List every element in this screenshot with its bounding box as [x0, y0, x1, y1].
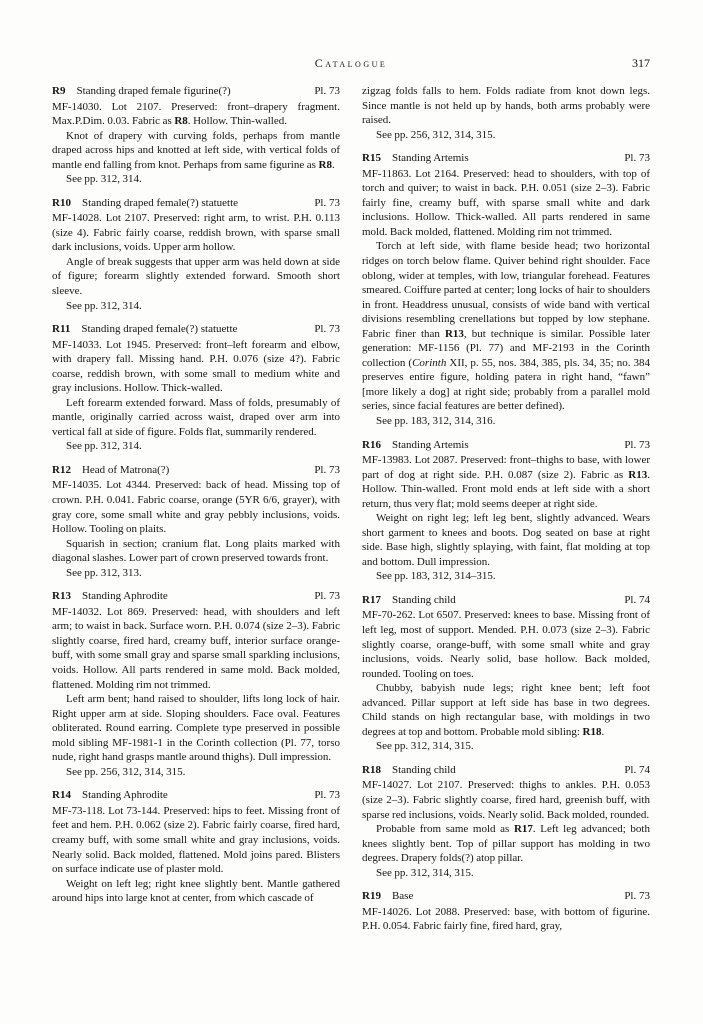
entry-paragraph: MF-13983. Lot 2087. Preserved: front–thighs to base, with lower part of dog at right side. P.H. 0.087 (size 2). Fabric as R13. Hollow. Thin-walled. Front mold ends at left side with a short return, thus very flat; mold seems deeper at right side. [362, 454, 650, 510]
entry-heading [362, 438, 650, 453]
entry-paragraph: MF-14030. Lot 2107. Preserved: front–drapery fragment. Max.P.Dim. 0.03. Fabric as R8. Hollow. Thin-walled. [52, 100, 340, 128]
entry-heading [52, 322, 340, 337]
plate-reference: Pl. 73 [314, 323, 340, 336]
entry-heading-lead [52, 196, 238, 211]
entry-r17 [362, 593, 650, 754]
entry-paragraph: MF-73-118. Lot 73-144. Preserved: hips to feet. Missing front of feet and hem. P.H. 0.062 (size 2). Fabric fairly coarse, fired hard, creamy buff, with some small white and gray inclusions, voids. Nearly solid. Back molded, flattened. Mold joins pared. Blisters on surface indicate use of plaster mold. [52, 804, 340, 876]
cross-reference: See pp. 312, 314. [66, 299, 142, 312]
entry-paragraph: Weight on right leg; left leg bent, slightly advanced. Wears short garment to knees and boots. Dog seated on base at right side. Base high, slightly splaying, with faint, flat molding at top and bottom. Dull impression. [362, 512, 650, 568]
entry-id: R16 [362, 438, 381, 451]
entry-heading-lead [52, 463, 169, 478]
entry-id: R13 [52, 590, 71, 603]
entry-paragraph: Probable from same mold as R17. Left leg advanced; both knees slightly bent. Top of pillar support has molding in two degrees. Drapery folds(?) atop pillar. [362, 823, 650, 865]
entry-continuation [362, 84, 650, 142]
entry-r15 [362, 151, 650, 428]
cross-reference: See pp. 183, 312, 314–315. [376, 570, 496, 583]
entry-heading [362, 889, 650, 904]
entry-heading-lead [362, 151, 469, 166]
plate-reference: Pl. 74 [624, 593, 650, 606]
plate-reference: Pl. 73 [314, 789, 340, 802]
entry-paragraph: Chubby, babyish nude legs; right knee bent; left foot advanced. Pillar support at left side has base in two degrees. Child stands on high rectangular base, with moldings in two degrees at top and bottom. Probable mold sibling: R18. [362, 682, 650, 738]
entry-paragraph: Squarish in section; cranium flat. Long plaits marked with diagonal slashes. Lower part of crown preserved towards front. [52, 537, 340, 565]
entry-heading-lead [52, 322, 237, 337]
entry-title: Standing draped female figurine(?) [76, 85, 231, 97]
entry-title: Standing Aphrodite [81, 789, 168, 802]
entry-paragraph: MF-70-262. Lot 6507. Preserved: knees to base. Missing front of left leg, most of support. Mended. P.H. 0.073 (size 2–3). Fabric slightly coarse, orange-buff, with some small white and gray inclusions, voids. Nearly solid, base hollow. Back molded, rounded. Tooling on toes. [362, 609, 650, 680]
entry-heading-lead [52, 589, 168, 604]
entry-heading-lead [52, 788, 168, 803]
entry-paragraph: MF-14032. Lot 869. Preserved: head, with shoulders and left arm; to waist in back. Surface worn. P.H. 0.074 (size 2–3). Fabric slightly coarse, fired hard, creamy buff, interior surface orange-buff, with some small gray and sparse small sparkling inclusions, voids. Hollow. All parts rendered in same mold. Back molded, flattened. Molding rim not trimmed. [52, 605, 340, 691]
entry-paragraph: MF-14026. Lot 2088. Preserved: base, with bottom of figurine. P.H. 0.054. Fabric fairly fine, fired hard, gray, [362, 905, 650, 933]
entry-paragraph: zigzag folds falls to hem. Folds radiate from knot down legs. Since mantle is not held up by hands, both arms probably were raised. [362, 85, 650, 127]
plate-reference: Pl. 73 [624, 438, 650, 451]
entry-r9 [52, 84, 340, 187]
entry-id: R14 [52, 789, 71, 802]
entry-title: Base [391, 890, 414, 903]
plate-reference: Pl. 73 [624, 152, 650, 165]
plate-reference: Pl. 74 [624, 763, 650, 776]
entry-title: Standing Artemis [391, 152, 469, 165]
entry-heading [52, 463, 340, 478]
plate-reference: Pl. 73 [314, 85, 340, 97]
entry-r10 [52, 196, 340, 313]
entry-paragraph: MF-14035. Lot 4344. Preserved: back of head. Missing top of crown. P.H. 0.041. Fabric coarse, orange (5YR 6/6, grayer), with gray core, some small white and gray pebbly inclusions, voids. Hollow. Tooling on plaits. [52, 479, 340, 536]
entry-id: R10 [52, 196, 71, 209]
entry-paragraph: Left forearm extended forward. Mass of folds, presumably of mantle, originally carried across waist, draped over arm into vertical fall at side of figure. Folds flat, summarily rendered. [52, 396, 340, 438]
entry-heading-lead [362, 438, 469, 453]
plate-reference: Pl. 73 [314, 196, 340, 209]
entry-paragraph: MF-14027. Lot 2107. Preserved: thighs to ankles. P.H. 0.053 (size 2–3). Fabric slightly coarse, fired hard, greenish buff, with sparse red inclusions, voids. Nearly solid. Back molded, rounded. [362, 779, 650, 821]
text-columns [52, 84, 650, 934]
column-left [52, 84, 340, 934]
entry-title: Standing child [391, 593, 456, 606]
cross-reference: See pp. 312, 314. [66, 173, 142, 186]
entry-heading-lead [362, 889, 413, 904]
entry-id: R9 [52, 85, 66, 97]
entry-heading-lead [52, 84, 231, 99]
entry-r11 [52, 322, 340, 454]
entry-paragraph: Torch at left side, with flame beside head; two horizontal ridges on torch below flame. Quiver behind right shoulder. Face oblong, wider at temples, with low, triangular forehead. Features smeared. Coiffure parted at center; long locks of hair to shoulders in front. Headdress unusual, consists of wide band with vertical divisions resembling crenellations but topped by low stephane. Fabric finer than R13, but technique is similar. Possible later generation: MF-1156 (Pl. 77) and MF-2193 in the Corinth collection (Corinth XII, p. 55, nos. 384, 385, pls. 34, 35; no. 384 preserves entire figure, holding patera in right hand, “fawn” [more likely a dog] at right side; probably from a parallel mold series, since facial features are better defined). [362, 240, 651, 413]
entry-heading-lead [362, 593, 456, 608]
entry-paragraph: MF-14033. Lot 1945. Preserved: front–left forearm and elbow, with drapery fall. Missing hand. P.H. 0.076 (size 4?). Fabric coarse, reddish brown, with some small to medium white and gray inclusions. Hollow. Thick-walled. [52, 338, 340, 395]
entry-id: R19 [362, 890, 381, 903]
entry-id: R11 [52, 323, 71, 336]
entry-r16 [362, 438, 650, 584]
entry-title: Standing Artemis [391, 438, 469, 451]
entry-title: Standing Aphrodite [81, 590, 168, 603]
entry-id: R18 [362, 763, 381, 776]
entry-heading [52, 196, 340, 211]
cross-reference: See pp. 312, 314. [66, 440, 142, 453]
entry-r14 [52, 788, 340, 905]
entry-heading [362, 151, 650, 166]
entry-paragraph: Left arm bent; hand raised to shoulder, lifts long lock of hair. Right upper arm at side. Sloping shoulders. Face oval. Features obliterated. Round earring. Complete type preserved in possible mold sibling MF-1981-1 in the Corinth collection (Pl. 77, torso nude, right hand grasps mantle around thighs). Dull impression. [52, 693, 340, 764]
entry-heading [52, 84, 340, 99]
entry-r13 [52, 589, 340, 779]
entry-heading [362, 763, 650, 778]
entry-r18 [362, 763, 650, 880]
cross-reference: See pp. 183, 312, 314, 316. [376, 414, 496, 427]
plate-reference: Pl. 73 [624, 890, 650, 903]
entry-title: Standing draped female(?) statuette [81, 323, 238, 336]
plate-reference: Pl. 73 [314, 463, 340, 476]
entry-paragraph: Knot of drapery with curving folds, perhaps from mantle draped across hips and knotted at left side, with vertical folds of mantle end falling from knot. Perhaps from same figurine as R8. [52, 129, 340, 171]
page-header [52, 56, 650, 72]
entry-paragraph: Weight on left leg; right knee slightly bent. Mantle gathered around hips into large knot at center, from which cascade of [52, 877, 340, 905]
entry-r12 [52, 463, 340, 580]
entry-paragraph: MF-14028. Lot 2107. Preserved: right arm, to wrist. P.H. 0.113 (size 4). Fabric fairly coarse, reddish brown, with sparse small dark inclusions, voids. Upper arm hollow. [52, 212, 340, 254]
entry-r19 [362, 889, 650, 934]
cross-reference: See pp. 312, 313. [66, 566, 142, 579]
entry-paragraph: MF-11863. Lot 2164. Preserved: head to shoulders, with top of torch and quiver; to waist in back. P.H. 0.051 (size 2–3). Fabric fairly fine, creamy buff, with sparse small white and dark inclusions. Hollow. Thick-walled. All parts rendered in same mold. Back molded, flattened. Molding rim not trimmed. [362, 167, 650, 238]
entry-id: R15 [362, 152, 381, 165]
cross-reference: See pp. 256, 312, 314, 315. [376, 128, 496, 141]
plate-reference: Pl. 73 [314, 590, 340, 603]
entry-heading [52, 589, 340, 604]
entry-id: R17 [362, 593, 381, 606]
cross-reference: See pp. 256, 312, 314, 315. [66, 765, 186, 778]
entry-title: Standing child [391, 763, 456, 776]
entry-id: R12 [52, 463, 71, 476]
running-head: Catalogue [314, 56, 388, 70]
entry-heading [362, 593, 650, 608]
page-number: 317 [632, 56, 650, 70]
entry-title: Standing draped female(?) statuette [81, 196, 239, 209]
entry-heading [52, 788, 340, 803]
column-right [362, 84, 650, 934]
cross-reference: See pp. 312, 314, 315. [376, 740, 474, 753]
entry-heading-lead [362, 763, 456, 778]
entry-title: Head of Matrona(?) [81, 463, 170, 476]
cross-reference: See pp. 312, 314, 315. [376, 866, 474, 879]
entry-paragraph: Angle of break suggests that upper arm was held down at side of figure; forearm slightly extended forward. Smooth short sleeve. [52, 255, 340, 298]
